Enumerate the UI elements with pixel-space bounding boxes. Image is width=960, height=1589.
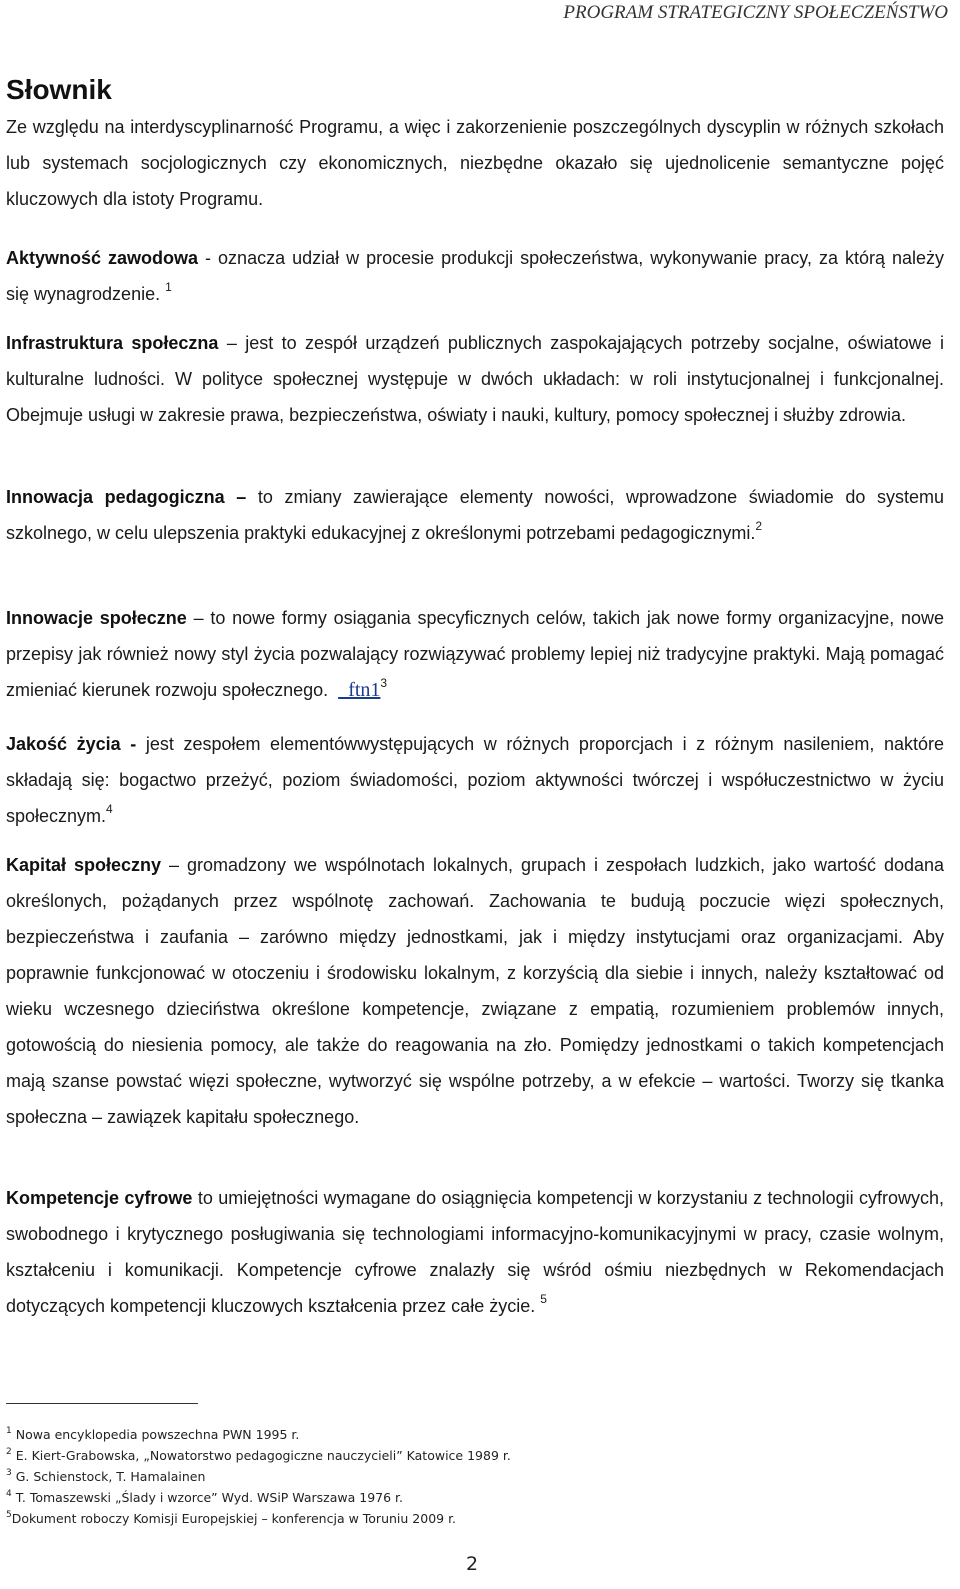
footnote-text: G. Schienstock, T. Hamalainen (15, 1469, 206, 1484)
entry-term: Infrastruktura społeczna (6, 333, 219, 353)
entry-definition: jest to zespół urządzeń publicznych zaspokajających potrzeby socjalne, oświatowe i kulturalne ludności. W polityce społecznej występuje w dwóch układach: w roli instytucjonalnej i funkcjonalnej. Obejmuje usługi w zakresie prawa, bezpieczeństwa, oświaty i nauki, kultury, pomocy społecznej i służby zdrowia. (6, 333, 944, 425)
entry-definition: jest zespołem elementówwystępujących w różnych proporcjach i z różnym nasileniem, naktóre składają się: bogactwo przeżyć, poziom świadomości, poziom aktywności twórczej i współuczestnictwo w życiu społecznym. (6, 734, 944, 826)
footnotes-section (6, 1424, 511, 1529)
entry-separator: – (218, 333, 246, 353)
glossary-entry (6, 1180, 944, 1324)
footnote-divider (6, 1403, 198, 1404)
entry-term: Kapitał społeczny (6, 855, 162, 875)
entry-separator: - (198, 248, 219, 268)
page-number: 2 (466, 1553, 479, 1575)
glossary-entry (6, 600, 944, 708)
footnote-ref[interactable]: 2 (755, 519, 763, 533)
entry-definition: gromadzony we wspólnotach lokalnych, grupach i zespołach ludzkich, jako wartość dodana określonych, pożądanych przez wspólnotę zachowań. Zachowania te budują poczucie więzi społecznych, bezpieczeństwa i zaufania – zarówno między jednostkami, jak i między instytucjami oraz organizacjami. Aby poprawnie funkcjonować w otoczeniu i środowisku lokalnym, z korzyścią dla siebie i innych, należy kształtować od wieku wczesnego dzieciństwa określone kompetencje, związane z empatią, rozumieniem problemów innych, gotowością do niesienia pomocy, ale także do reagowania na zło. Pomiędzy jednostkami o takich kompetencjach mają szanse powstać więzi społeczne, wytworzyć się wspólne potrzeby, a w efekcie – wartości. Tworzy się tkanka społeczna – zawiązek kapitału społecznego. (6, 855, 945, 1127)
footnote-item (6, 1466, 511, 1487)
glossary-entry (6, 325, 944, 433)
intro-paragraph: Ze względu na interdyscyplinarność Programu, a więc i zakorzenienie poszczególnych dyscyplin w różnych szkołach lub systemach socjologicznych czy ekonomicznych, niezbędne okazało się ujednolicenie semantyczne pojęć kluczowych dla istoty Programu. (6, 117, 944, 209)
footnote-text: T. Tomaszewski „Ślady i wzorce” Wyd. WSiP Warszawa 1976 r. (15, 1490, 403, 1505)
footnote-text: Nowa encyklopedia powszechna PWN 1995 r. (15, 1427, 300, 1442)
glossary-entry (6, 479, 944, 551)
footnote-ref[interactable]: 5 (540, 1292, 547, 1306)
entry-separator (136, 734, 146, 754)
entry-term: Kompetencje cyfrowe (6, 1188, 193, 1208)
footnote-item (6, 1487, 511, 1508)
entry-separator: – (186, 608, 211, 628)
entry-definition: to umiejętności wymagane do osiągnięcia kompetencji w korzystaniu z technologii cyfrowych, swobodnego i krytycznego posługiwania się technologiami informacyjno-komunikacyjnymi w pracy, czasie wolnym, kształceniu i komunikacji. Kompetencje cyfrowe znalazły się wśród ośmiu niezbędnych w Rekomendacjach dotyczących kompetencji kluczowych kształcenia przez całe życie. (6, 1188, 944, 1316)
entry-definition: oznacza udział w procesie produkcji społeczeństwa, wykonywanie pracy, za którą należy się wynagrodzenie. (6, 248, 945, 304)
entry-term: Innowacje społeczne (6, 608, 187, 628)
footnote-text: Dokument roboczy Komisji Europejskiej – konferencja w Toruniu 2009 r. (11, 1511, 457, 1526)
footnote-number: 4 (6, 1488, 12, 1499)
page-title: Słownik (6, 74, 112, 105)
entry-separator: – (161, 855, 187, 875)
entry-term: Aktywność zawodowa (6, 248, 199, 268)
glossary-entry (6, 726, 944, 834)
footnote-item (6, 1424, 511, 1445)
entry-term: Jakość życia - (6, 734, 137, 754)
footnote-number: 2 (6, 1446, 12, 1457)
running-header: PROGRAM STRATEGICZNY SPOŁECZEŃSTWO (563, 2, 948, 23)
footnote-item (6, 1445, 511, 1466)
footnote-ref[interactable]: 4 (106, 802, 113, 816)
glossary-entry (6, 847, 944, 1135)
footnote-ref[interactable]: 1 (165, 280, 172, 294)
entry-separator (246, 487, 258, 507)
footnote-number: 3 (6, 1467, 12, 1478)
footnote-ref[interactable]: 3 (380, 676, 388, 690)
entry-term: Innowacja pedagogiczna – (6, 487, 247, 507)
glossary-entry (6, 240, 944, 312)
footnote-number: 1 (6, 1425, 12, 1436)
footnote-item (6, 1508, 511, 1529)
footnote-anchor-link[interactable]: _ftn1 (338, 679, 381, 701)
footnote-text: E. Kiert-Grabowska, „Nowatorstwo pedagogiczne nauczycieli” Katowice 1989 r. (15, 1448, 511, 1463)
entry-definition: to zmiany zawierające elementy nowości, wprowadzone świadomie do systemu szkolnego, w celu ulepszenia praktyki edukacyjnej z określonymi potrzebami pedagogicznymi. (6, 487, 944, 543)
footnote-number: 5 (6, 1509, 12, 1520)
entry-definition: to nowe formy osiągania specyficznych celów, takich jak nowe formy organizacyjne, nowe przepisy jak również nowy styl życia pozwalający rozwiązywać problemy lepiej niż tradycyjne praktyki. Mają pomagać zmieniać kierunek rozwoju społecznego. (6, 608, 944, 700)
